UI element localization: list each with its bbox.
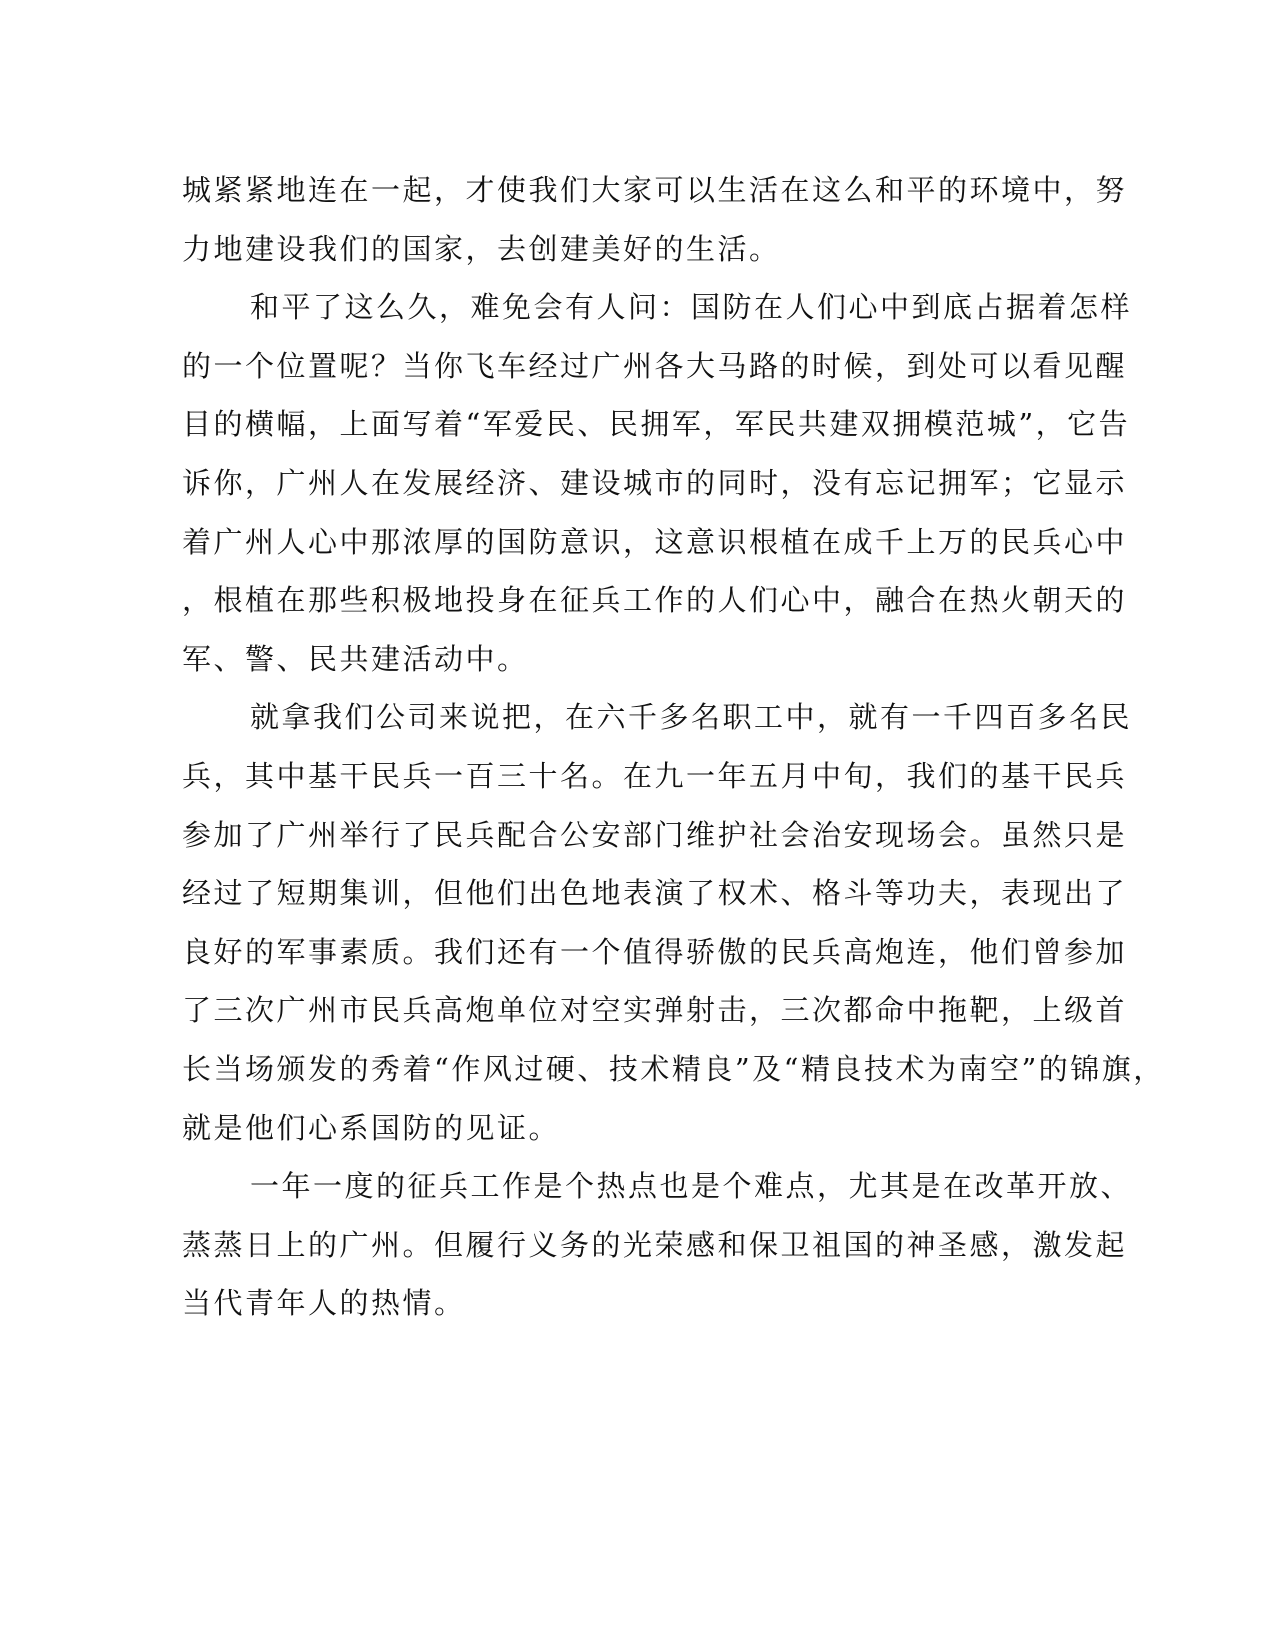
text-line: 就是他们心系国防的见证。 [182,1110,561,1145]
paragraph-start-line: 就拿我们公司来说把，在六千多名职工中，就有一千四百多名民 [250,700,1133,735]
text-line: 着广州人心中那浓厚的国防意识，这意识根植在成千上万的民兵心中 [182,524,1128,559]
text-line: 目的横幅，上面写着“军爱民、民拥军，军民共建双拥模范城”，它告 [182,407,1131,442]
paragraph-start-line: 和平了这么久，难免会有人问：国防在人们心中到底占据着怎样 [250,290,1133,325]
text-line: 军、警、民共建活动中。 [182,641,529,676]
text-line: 长当场颁发的秀着“作风过硬、技术精良”及“精良技术为南空”的锦旗， [182,1051,1165,1086]
text-line: 兵，其中基干民兵一百三十名。在九一年五月中旬，我们的基干民兵 [182,758,1128,793]
text-line: 了三次广州市民兵高炮单位对空实弹射击，三次都命中拖靶，上级首 [182,993,1128,1028]
text-line: 城紧紧地连在一起，才使我们大家可以生活在这么和平的环境中，努 [182,173,1128,207]
text-line: 蒸蒸日上的广州。但履行义务的光荣感和保卫祖国的神圣感，激发起 [182,1227,1128,1262]
text-line: 的一个位置呢？当你飞车经过广州各大马路的时候，到处可以看见醒 [182,348,1128,383]
text-line: 参加了广州举行了民兵配合公安部门维护社会治安现场会。虽然只是 [182,817,1128,852]
text-line: 经过了短期集训，但他们出色地表演了权术、格斗等功夫，表现出了 [182,876,1128,911]
body-text [182,161,1165,1333]
text-line: 诉你，广州人在发展经济、建设城市的同时，没有忘记拥军；它显示 [182,465,1128,500]
text-line: ，根植在那些积极地投身在征兵工作的人们心中，融合在热火朝天的 [182,583,1128,618]
text-line: 力地建设我们的国家，去创建美好的生活。 [182,231,781,266]
text-line: 良好的军事素质。我们还有一个值得骄傲的民兵高炮连，他们曾参加 [182,934,1128,969]
paragraph-start-line: 一年一度的征兵工作是个热点也是个难点，尤其是在改革开放、 [250,1169,1133,1204]
text-line: 当代青年人的热情。 [182,1286,466,1321]
